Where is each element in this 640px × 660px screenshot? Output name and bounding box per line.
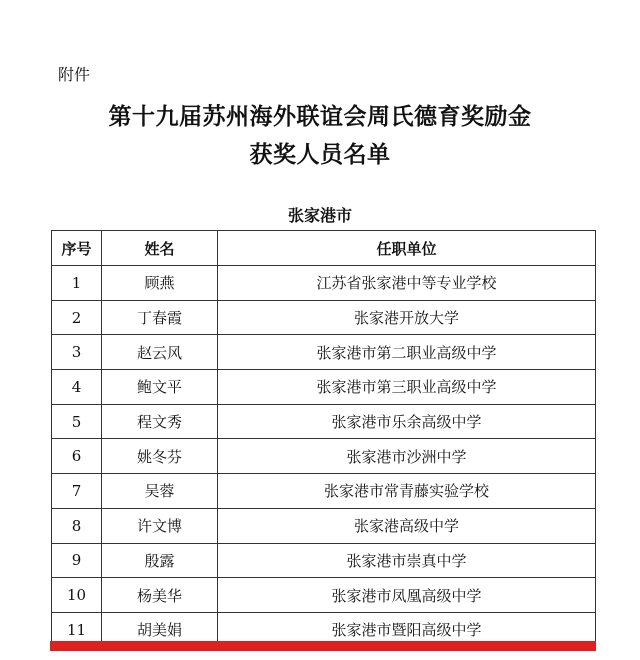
- table-row: [52, 370, 596, 405]
- table-row: [52, 474, 596, 509]
- table-row: [52, 578, 596, 613]
- header-index: 序号: [52, 231, 102, 266]
- document-title-line-2: 获奖人员名单: [249, 141, 391, 168]
- table-row: [52, 300, 596, 335]
- attachment-label: 附件: [58, 65, 91, 84]
- cell-unit: 张家港市乐余高级中学: [218, 404, 596, 439]
- cell-name: 丁春霞: [102, 300, 218, 335]
- cell-unit: 张家港市第三职业高级中学: [218, 370, 596, 405]
- header-name: 姓名: [102, 231, 218, 266]
- cell-unit: 张家港市常青藤实验学校: [218, 474, 596, 509]
- cell-index: 8: [52, 508, 102, 543]
- cell-index: 2: [52, 300, 102, 335]
- cell-unit: 张家港市崇真中学: [218, 543, 596, 578]
- cell-unit: 张家港市第二职业高级中学: [218, 335, 596, 370]
- cell-unit: 张家港市沙洲中学: [218, 439, 596, 474]
- document-title-line-1: 第十九届苏州海外联谊会周氏德育奖励金: [108, 103, 532, 130]
- cell-index: 4: [52, 370, 102, 405]
- cell-index: 10: [52, 578, 102, 613]
- cell-index: 5: [52, 404, 102, 439]
- region-heading: 张家港市: [287, 206, 352, 225]
- cell-name: 吴蓉: [102, 474, 218, 509]
- table-header-row: [52, 231, 596, 266]
- cell-unit: 张家港市凤凰高级中学: [218, 578, 596, 613]
- cell-name: 姚冬芬: [102, 439, 218, 474]
- cell-unit: 江苏省张家港中等专业学校: [218, 266, 596, 301]
- cell-name: 赵云风: [102, 335, 218, 370]
- cell-name: 程文秀: [102, 404, 218, 439]
- cell-name: 鲍文平: [102, 370, 218, 405]
- header-unit: 任职单位: [218, 231, 596, 266]
- table-row: [52, 543, 596, 578]
- table-row: [52, 266, 596, 301]
- cell-index: 7: [52, 474, 102, 509]
- red-highlight-bar: [50, 641, 596, 651]
- table-row: [52, 508, 596, 543]
- cell-name: 杨美华: [102, 578, 218, 613]
- cell-index: 3: [52, 335, 102, 370]
- table-row: [52, 404, 596, 439]
- cell-name: 顾燕: [102, 266, 218, 301]
- cell-index: 11: [52, 612, 102, 647]
- cell-name: 许文博: [102, 508, 218, 543]
- table-row: [52, 439, 596, 474]
- cell-name: 殷露: [102, 543, 218, 578]
- bottom-cutoff: [0, 651, 640, 660]
- cell-unit: 张家港高级中学: [218, 508, 596, 543]
- table-row: [52, 335, 596, 370]
- cell-index: 1: [52, 266, 102, 301]
- award-recipients-table: [51, 230, 596, 648]
- cell-index: 6: [52, 439, 102, 474]
- cell-index: 9: [52, 543, 102, 578]
- cell-unit: 张家港市暨阳高级中学: [218, 612, 596, 647]
- cell-name: 胡美娟: [102, 612, 218, 647]
- cell-unit: 张家港开放大学: [218, 300, 596, 335]
